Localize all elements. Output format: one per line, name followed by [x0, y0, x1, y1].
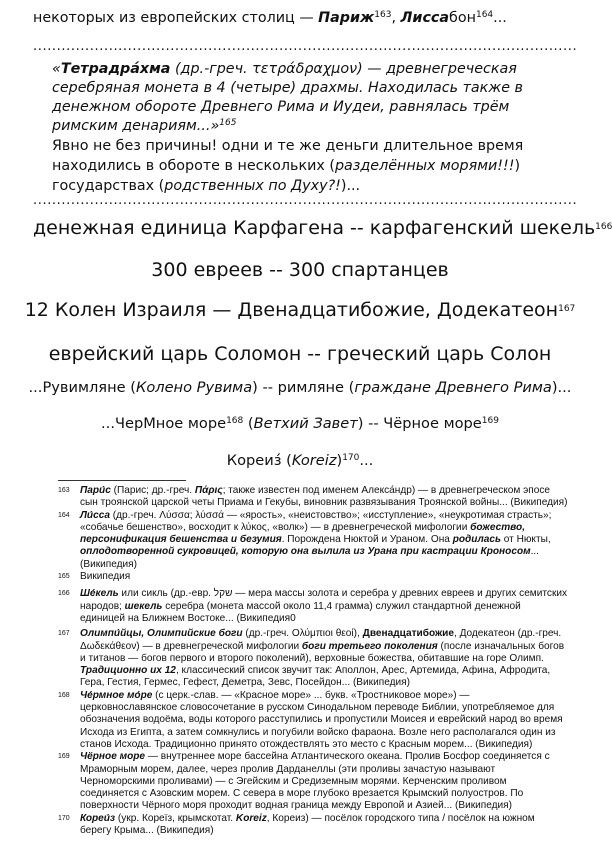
footnote-text: (др.-греч. Ολύμπιοι θεοί),: [242, 628, 363, 640]
footnote-term: Ше́кель: [80, 588, 119, 600]
footnote-168: [58, 690, 568, 751]
lissa-word-part1: Лисса: [400, 10, 450, 26]
koreiz-italic: Koreiz: [291, 452, 337, 469]
solomon-solon-text: еврейский царь Соломон -- греческий царь Солон: [48, 343, 552, 365]
koreiz-ellipsis: ...: [359, 452, 374, 469]
chermnoe-line: [0, 414, 600, 434]
footnote-term: Че́рмное мо́ре: [80, 689, 153, 701]
intro-line: некоторых из европейских столиц — Париж$^{163}$, Лиссабон$^{164}$...: [33, 10, 507, 26]
twelve-tribes-text: 12 Колен Израиля — Двенадцатибожие, Додекатеон: [24, 299, 559, 321]
footnote-text: (Парис; др.-греч.: [110, 485, 195, 496]
footnote-greek: Πάρις: [194, 485, 223, 496]
footnote-bold: Koreiz: [235, 812, 267, 824]
footnote-bold: оплодотворенной сукровицей, которую она вылила из Урана при кастрации Кроносом: [80, 546, 531, 558]
footnotes: [58, 485, 568, 837]
footnote-term: Чёрное море: [80, 751, 146, 763]
rubim-text-3: )...: [551, 379, 572, 396]
chermnoe-text-3: ) -- Чёрное море: [357, 415, 482, 432]
rubim-italic-2: граждане Древнего Рима: [354, 379, 552, 396]
solomon-solon-line: [0, 342, 600, 366]
footnote-text: , Кореиз) — посёлок городского типа / посёлок на южном берегу Крыма... (Википедия): [80, 812, 535, 837]
footnote-number: 163: [58, 487, 70, 494]
koreiz-text-1: Кореиз́ (: [226, 452, 292, 469]
footnote-ref-169[interactable]: 169: [481, 416, 499, 426]
footnote-bold: Двенадцатибожие: [362, 628, 454, 640]
rubim-line: [0, 378, 600, 398]
commentary-text-2: ) государствах (: [52, 158, 521, 194]
footnote-ref-163[interactable]: 163: [374, 10, 392, 20]
jews-spartans-text: 300 евреев -- 300 спартанцев: [151, 259, 449, 281]
footnote-text: (др.-греч. Λύσσα; λύσσά — «ярость», «неистовство»; «исступление», «неукротимая страсть»; «собачье бешенство», восходит к λύκος, «волк») — в древнегреческой мифологии: [80, 509, 552, 533]
footnote-167: [58, 628, 568, 689]
twelve-tribes-line: [0, 298, 600, 322]
footnote-rule: [58, 480, 186, 481]
footnote-text: , классический список звучит так: Аполлон, Арес, Артемида, Афина, Афродита, Гера, Гестия, Гермес, Гефест, Деметра, Зевс, Посейдон... (Википедия): [80, 665, 551, 689]
footnote-bold: божество, персонификация бешенства и безумия: [80, 521, 525, 546]
footnote-ref-167[interactable]: 167: [558, 304, 576, 314]
footnote-text: . Порождена Нюктой и Ураном. Она: [281, 534, 453, 546]
footnote-bold: родилась: [452, 534, 501, 546]
dotted-separator-2: ...................................................................................................................: [33, 193, 578, 208]
footnote-ref-170[interactable]: 170: [342, 453, 360, 463]
footnote-bold: боги третьего поколения: [301, 640, 438, 652]
footnote-term: Кореи́з: [80, 812, 116, 824]
rubim-italic-1: Колено Рувима: [135, 379, 253, 396]
carthage-shekel-line: [33, 216, 612, 240]
footnote-text: серебра (монета массой около 11,4 грамма) служил стандартной денежной единицей на Ближнем Востоке... (Википедия0: [80, 600, 521, 624]
quote-open: «: [52, 61, 61, 77]
footnote-number: 166: [58, 590, 70, 598]
commentary-text-3: )...: [340, 178, 361, 194]
tetradrachm-quote: [52, 60, 572, 136]
intro-ellipsis: ...: [493, 10, 507, 26]
lissa-word-part2: бон: [449, 10, 476, 26]
footnote-166: [58, 588, 568, 625]
footnote-number: 168: [58, 691, 70, 699]
footnote-text: — внутреннее море бассейна Атлантического океана. Пролив Босфор соединяется с Мраморным морем, далее, через пролив Дарданеллы (эти проливы зачастую называют Черноморскими проливами) — с Эгейским и Средиземным морями. Керченским проливом соединяется с Азовским морем. С севера в море глубоко врезается Крымский полуостров. По поверхности Чёрного моря проходит водная граница между Европой и Азией... (Википедия): [80, 751, 550, 812]
footnote-163: [58, 485, 568, 510]
footnote-ref-164[interactable]: 164: [475, 10, 494, 20]
footnote-term: Пари́с: [80, 485, 111, 496]
footnote-number: 164: [58, 511, 70, 519]
rubim-text-1: ...Рувимляне (: [28, 379, 136, 396]
footnote-number: 170: [58, 814, 70, 822]
quote-body: (др.-греч. τετράδραχμον) — древнегреческая серебряная монета в 4 (четыре) драхмы. Находилась также в денежном обороте Древнего Рима и Иудеи, равнялась трём римским денариям...: [52, 61, 523, 134]
jews-spartans-line: [0, 258, 600, 282]
footnote-169: [58, 751, 568, 812]
koreiz-text-2: ): [336, 452, 343, 469]
paris-word: Париж: [318, 10, 375, 26]
intro-text: некоторых из европейских столиц —: [33, 10, 319, 26]
commentary-paragraph: [52, 136, 572, 196]
footnote-bold: шекель: [124, 600, 163, 612]
footnote-164: [58, 510, 568, 571]
footnote-text: ; также известен под именем Алекса́ндр) — в древнегреческом эпосе сын троянской царской четы Приама и Гекубы, виновник развязывания Троянской войны... (Википедия): [80, 485, 568, 509]
footnote-ref-165[interactable]: 165: [219, 118, 237, 128]
tetradrachm-term: Тетрадра́хма: [60, 61, 171, 77]
footnote-text: от Нюкты,: [500, 534, 551, 546]
footnote-text: (с церк.-слав. — «Красное море» ... букв. «Тростниковое море») — церковнославянское словосочетание в русском Синодальном переводе Библии, употребляемое для обозначения водоёма, воды которого расступились и пропустили Моисея и еврейский народ во время Исхода из Египта, а затем сомкнулись и погубили войско фараона. Возле него располагался один из станов Исхода. Традиционно принято отождествлять это место с Красным морем... (Википедия): [80, 689, 563, 750]
footnote-bold: Традиционно их 12: [80, 665, 176, 677]
footnote-170: [58, 813, 568, 838]
footnote-number: 167: [58, 630, 70, 638]
rubim-text-2: ) -- римляне (: [252, 379, 355, 396]
carthage-shekel-text: денежная единица Карфагена -- карфагенский шекель: [33, 217, 596, 239]
chermnoe-text-1: ...ЧерМное море: [101, 415, 227, 432]
footnote-term: Ли́сса: [80, 509, 110, 521]
chermnoe-text-2: (: [243, 415, 254, 432]
footnote-165: [58, 571, 568, 583]
footnote-ref-166[interactable]: 166: [595, 222, 612, 232]
commentary-text-1: Явно не без причины! одни и те же деньги длительное время находились в обороте в нескольких (: [52, 138, 524, 174]
footnote-text: (укр. Кореїз, крымскотат.: [115, 812, 236, 824]
chermnoe-italic: Ветхий Завет: [253, 415, 358, 432]
footnote-number: 169: [58, 753, 70, 761]
commentary-italic-2: родственных по Духу?!: [164, 178, 341, 194]
footnote-text: (после изначальных богов и титанов — богов первого и второго поколений), верховные божества, обитавшие на горе Олимп.: [80, 640, 565, 664]
footnote-text: ... (Википедия): [80, 546, 539, 570]
dotted-separator: ...................................................................................................................: [33, 39, 578, 54]
footnote-text: , Додекатеон (др.-греч. Δωδεκάθεον) — в древнегреческой мифологии: [80, 628, 562, 652]
koreiz-line: [0, 451, 600, 471]
commentary-italic-1: разделённых морями!!!: [334, 158, 515, 174]
footnote-number: 165: [58, 573, 70, 581]
footnote-term: Олимпи́йцы, Олимпийские боги: [80, 628, 243, 640]
footnote-text: Википедия: [80, 571, 131, 583]
footnote-text: или сикль (др.-евр. שקל — мера массы золота и серебра у древних евреев и других семитских народов;: [80, 588, 568, 612]
footnote-ref-168[interactable]: 168: [226, 416, 244, 426]
quote-close: »: [210, 118, 220, 134]
